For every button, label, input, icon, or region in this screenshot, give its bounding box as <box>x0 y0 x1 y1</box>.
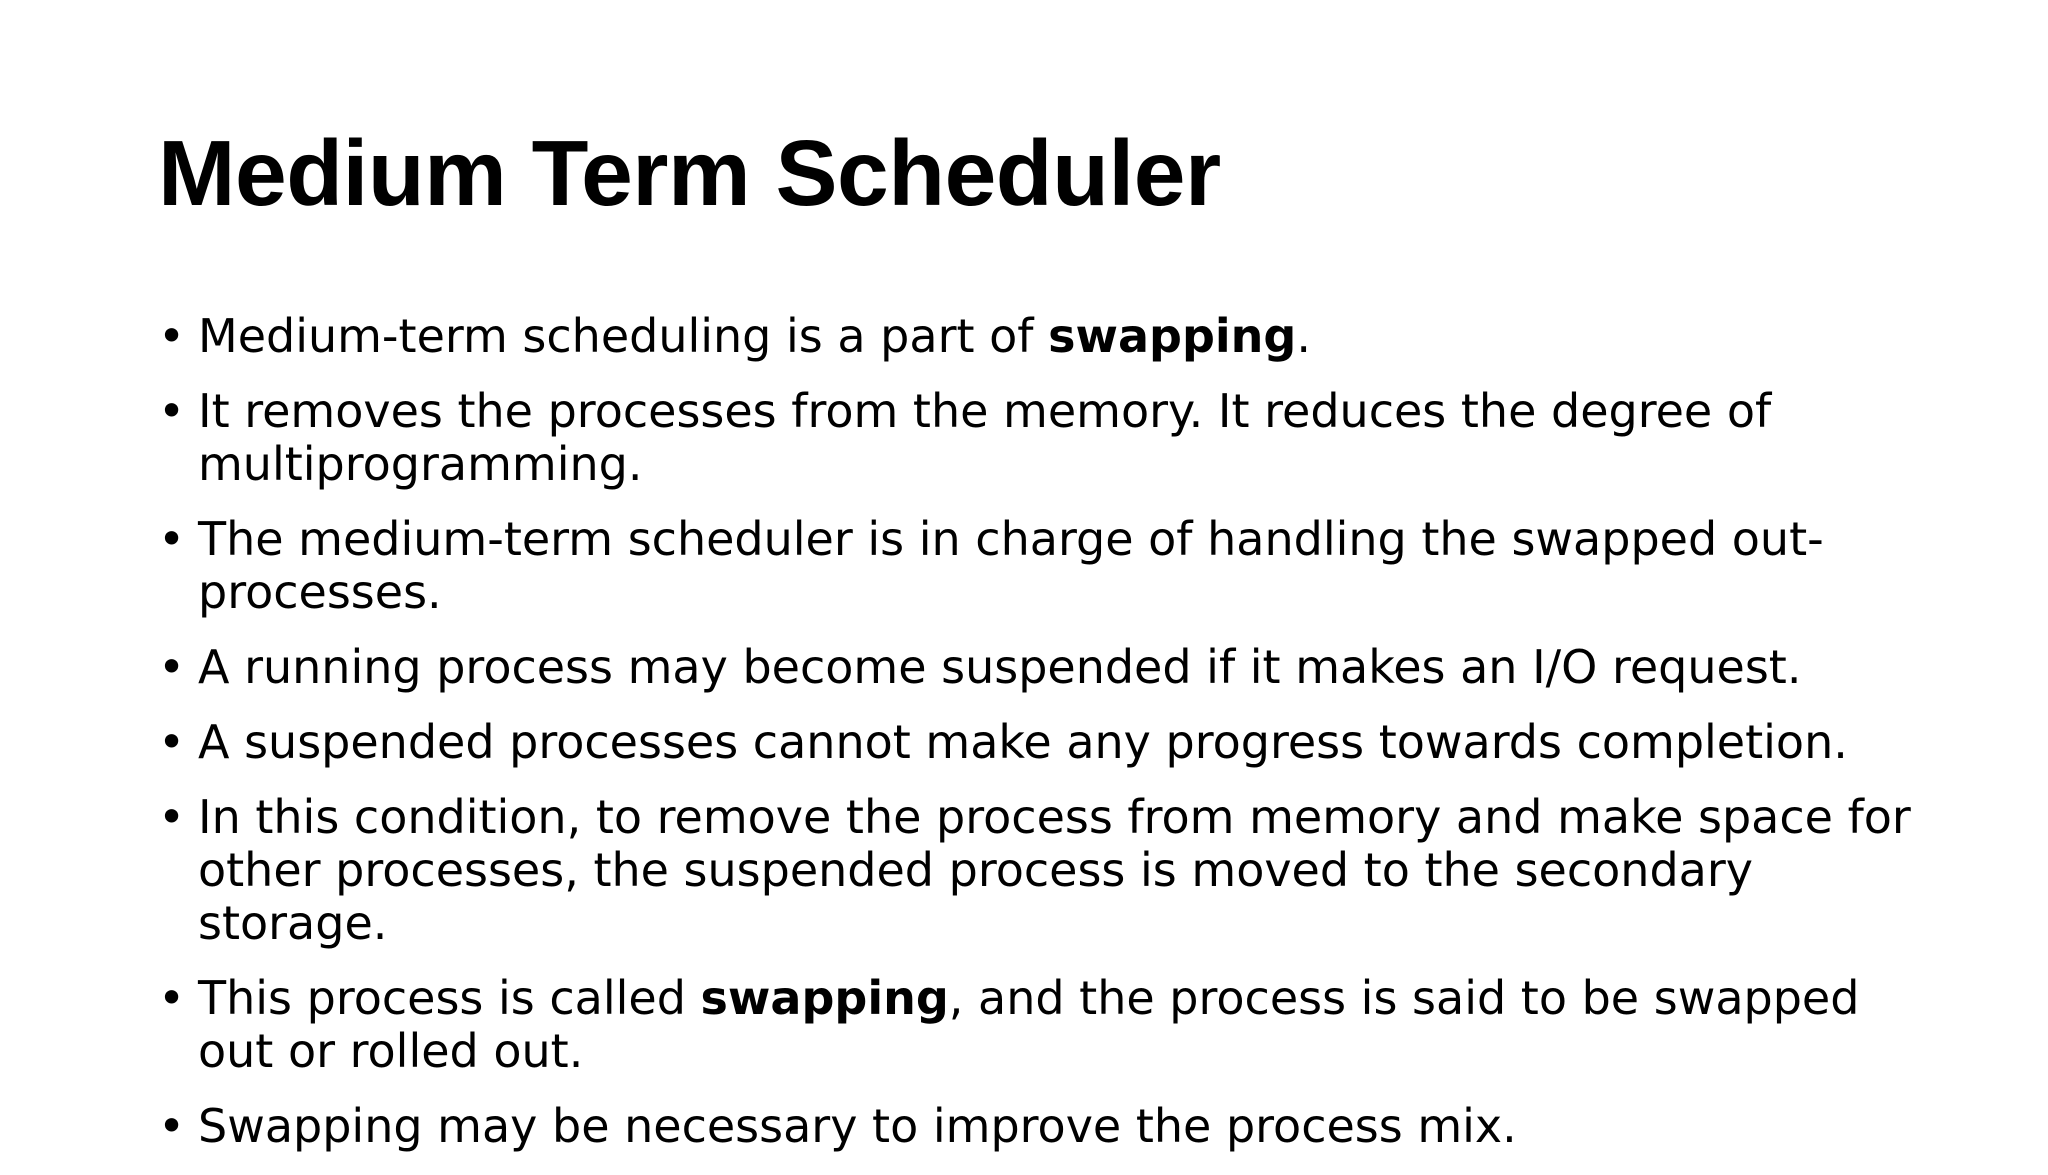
bullet-dot-icon: • <box>158 384 186 438</box>
bullet-item <box>158 716 1948 769</box>
bullet-item <box>158 385 1948 491</box>
bullet-dot-icon: • <box>158 971 186 1025</box>
bullet-text: It removes the processes from the memory. It reduces the degree of multiprogramming. <box>198 384 1772 491</box>
bullet-dot-icon: • <box>158 1099 186 1153</box>
bullet-bold-term: swapping <box>1048 309 1297 363</box>
bullet-dot-icon: • <box>158 309 186 363</box>
bullet-text: A running process may become suspended if it makes an I/O request. <box>198 640 1802 694</box>
bullet-text-after: , and the process is said to be swapped out or rolled out. <box>198 971 1860 1078</box>
bullet-text-before: Medium-term scheduling is a part of <box>198 309 1049 363</box>
bullet-bold-term: swapping <box>700 971 949 1025</box>
bullet-text: The medium-term scheduler is in charge of handling the swapped out-processes. <box>198 512 1824 619</box>
bullet-text-before: This process is called <box>198 971 701 1025</box>
bullet-text: A suspended processes cannot make any progress towards completion. <box>198 715 1848 769</box>
bullet-list <box>158 310 1948 1175</box>
bullet-item <box>158 1100 1948 1153</box>
bullet-item <box>158 791 1948 950</box>
bullet-dot-icon: • <box>158 640 186 694</box>
bullet-text: In this condition, to remove the process from memory and make space for other processes, the suspended process is moved to the secondary storage. <box>198 790 1911 950</box>
bullet-item <box>158 972 1948 1078</box>
bullet-item <box>158 513 1948 619</box>
bullet-dot-icon: • <box>158 715 186 769</box>
bullet-dot-icon: • <box>158 790 186 844</box>
bullet-item <box>158 641 1948 694</box>
bullet-text: Swapping may be necessary to improve the process mix. <box>198 1099 1517 1153</box>
slide-title: Medium Term Scheduler <box>158 121 1221 225</box>
bullet-text-after: . <box>1296 309 1311 363</box>
bullet-item <box>158 310 1948 363</box>
bullet-dot-icon: • <box>158 512 186 566</box>
